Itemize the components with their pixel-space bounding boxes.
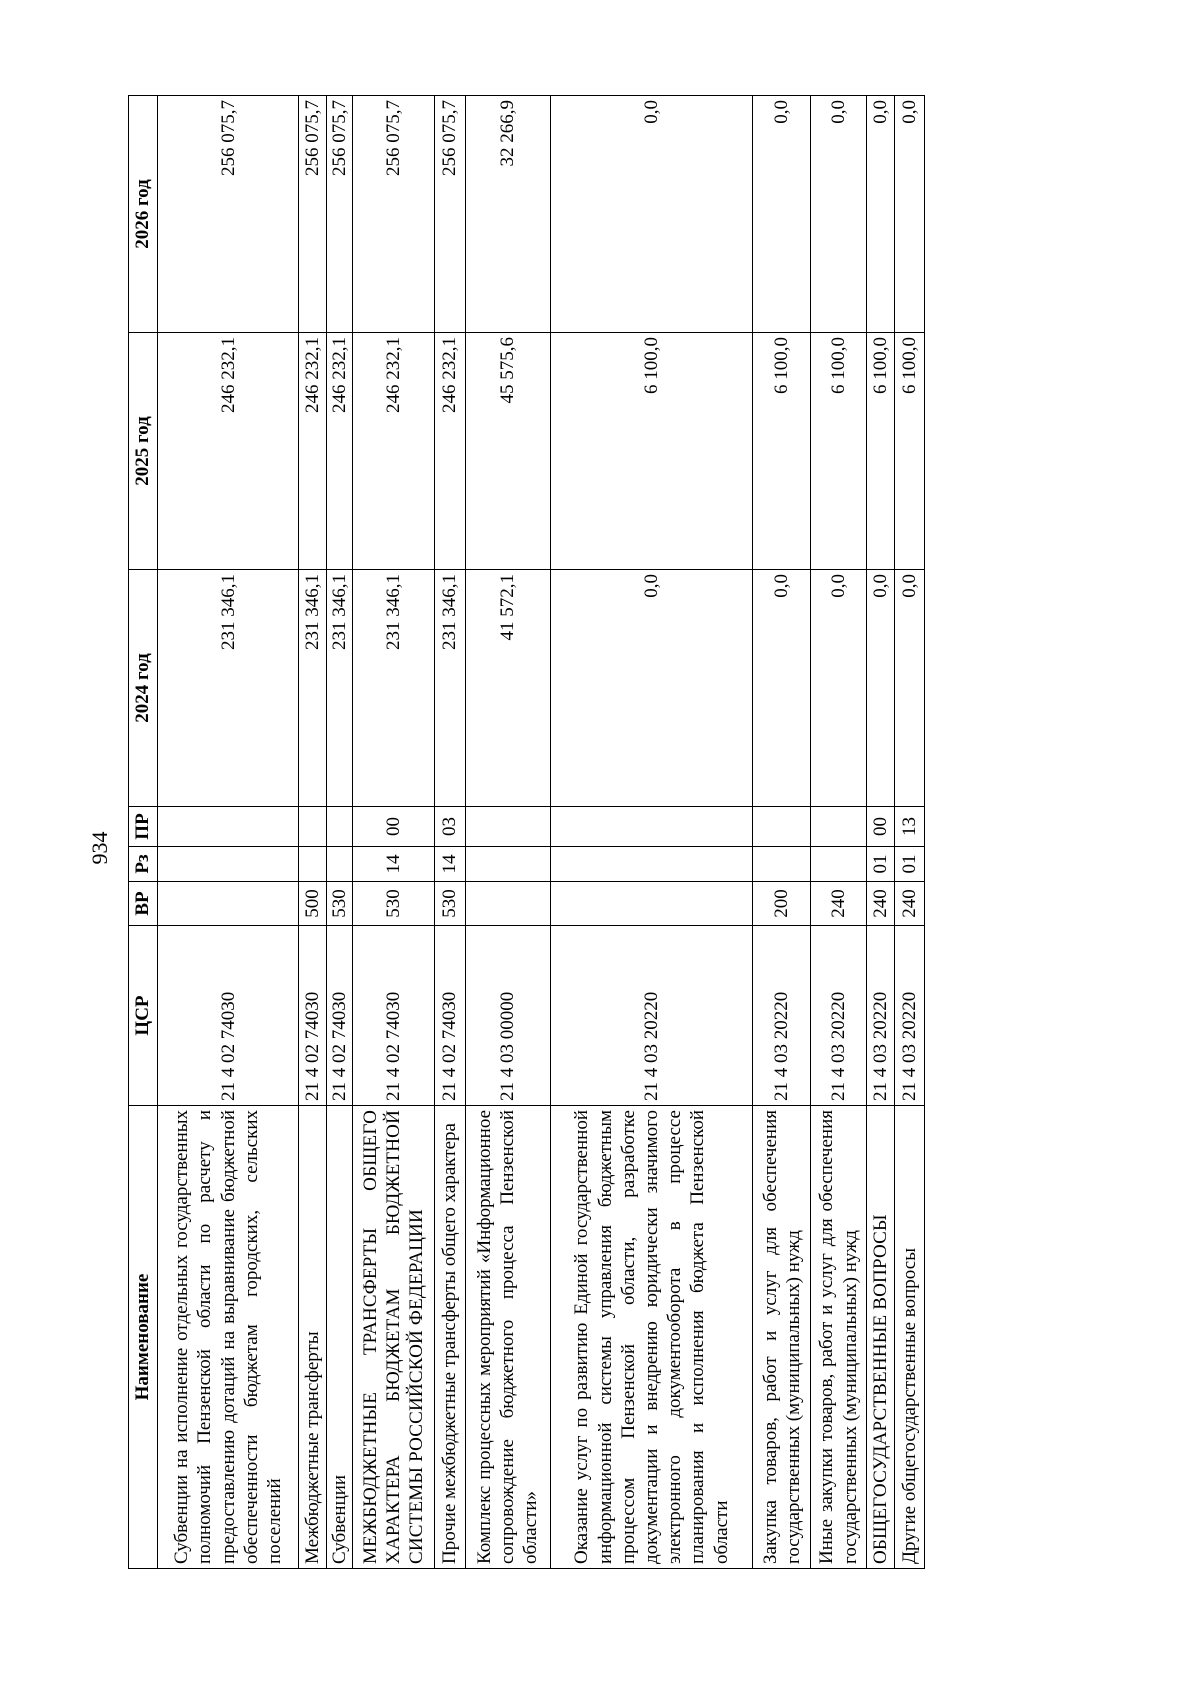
cell-name: Комплекс процессных мероприятий «Информационное сопровождение бюджетного процесса Пензенской области» bbox=[465, 1106, 550, 1569]
cell-2025: 45 575,6 bbox=[465, 333, 550, 570]
cell-pr: 13 bbox=[895, 807, 925, 847]
page-number: 934 bbox=[87, 831, 112, 865]
header-name: Наименование bbox=[129, 1106, 158, 1569]
table-row bbox=[811, 96, 867, 1569]
cell-2025: 246 232,1 bbox=[299, 333, 326, 570]
table-row bbox=[895, 96, 925, 1569]
header-csr: ЦСР bbox=[129, 926, 158, 1106]
cell-name: Межбюджетные трансферты bbox=[299, 1106, 326, 1569]
cell-2026: 256 075,7 bbox=[435, 96, 466, 333]
table-row bbox=[299, 96, 326, 1569]
cell-vr bbox=[158, 882, 299, 926]
cell-name: ОБЩЕГОСУДАРСТВЕННЫЕ ВОПРОСЫ bbox=[866, 1106, 894, 1569]
cell-name: МЕЖБЮДЖЕТНЫЕ ТРАНСФЕРТЫ ОБЩЕГО ХАРАКТЕРА БЮДЖЕТАМ БЮДЖЕТНОЙ СИСТЕМЫ РОССИЙСКОЙ ФЕДЕРАЦИИ bbox=[352, 1106, 434, 1569]
cell-2024: 0,0 bbox=[550, 570, 752, 807]
cell-rz: 14 bbox=[352, 847, 434, 882]
cell-pr bbox=[158, 807, 299, 847]
cell-csr: 21 4 03 20220 bbox=[753, 926, 811, 1106]
cell-vr: 240 bbox=[895, 882, 925, 926]
cell-csr: 21 4 03 20220 bbox=[550, 926, 752, 1106]
cell-rz: 01 bbox=[866, 847, 894, 882]
table-row bbox=[550, 96, 752, 1569]
cell-2024: 41 572,1 bbox=[465, 570, 550, 807]
cell-rz bbox=[299, 847, 326, 882]
cell-csr: 21 4 03 20220 bbox=[866, 926, 894, 1106]
cell-2024: 231 346,1 bbox=[435, 570, 466, 807]
cell-name: Субвенции bbox=[326, 1106, 352, 1569]
cell-csr: 21 4 03 20220 bbox=[895, 926, 925, 1106]
cell-2026: 0,0 bbox=[753, 96, 811, 333]
cell-vr bbox=[550, 882, 752, 926]
table-row bbox=[866, 96, 894, 1569]
cell-2026: 0,0 bbox=[895, 96, 925, 333]
table-header-row bbox=[129, 96, 158, 1569]
cell-vr: 200 bbox=[753, 882, 811, 926]
header-vr: ВР bbox=[129, 882, 158, 926]
cell-2025: 6 100,0 bbox=[550, 333, 752, 570]
table-row bbox=[158, 96, 299, 1569]
cell-csr: 21 4 03 00000 bbox=[465, 926, 550, 1106]
header-rz: Рз bbox=[129, 847, 158, 882]
cell-pr bbox=[326, 807, 352, 847]
cell-2026: 32 266,9 bbox=[465, 96, 550, 333]
cell-2024: 231 346,1 bbox=[352, 570, 434, 807]
cell-name: Прочие межбюджетные трансферты общего характера bbox=[435, 1106, 466, 1569]
budget-table-container bbox=[128, 96, 925, 1569]
cell-rz bbox=[550, 847, 752, 882]
header-pr: ПР bbox=[129, 807, 158, 847]
cell-name: Другие общегосударственные вопросы bbox=[895, 1106, 925, 1569]
cell-2024: 0,0 bbox=[866, 570, 894, 807]
cell-2026: 256 075,7 bbox=[352, 96, 434, 333]
header-2024: 2024 год bbox=[129, 570, 158, 807]
cell-2024: 0,0 bbox=[753, 570, 811, 807]
cell-pr bbox=[753, 807, 811, 847]
budget-table-rotated-frame bbox=[128, 96, 925, 1569]
cell-rz bbox=[465, 847, 550, 882]
cell-rz bbox=[158, 847, 299, 882]
budget-table bbox=[128, 95, 925, 1569]
cell-rz: 14 bbox=[435, 847, 466, 882]
cell-pr bbox=[811, 807, 867, 847]
table-row bbox=[435, 96, 466, 1569]
cell-vr: 500 bbox=[299, 882, 326, 926]
cell-vr: 530 bbox=[435, 882, 466, 926]
cell-csr: 21 4 03 20220 bbox=[811, 926, 867, 1106]
cell-2026: 256 075,7 bbox=[299, 96, 326, 333]
table-row bbox=[326, 96, 352, 1569]
cell-2025: 6 100,0 bbox=[895, 333, 925, 570]
cell-2025: 6 100,0 bbox=[753, 333, 811, 570]
cell-rz bbox=[753, 847, 811, 882]
cell-2024: 0,0 bbox=[811, 570, 867, 807]
cell-vr: 530 bbox=[326, 882, 352, 926]
cell-pr bbox=[550, 807, 752, 847]
cell-pr bbox=[299, 807, 326, 847]
cell-pr: 00 bbox=[352, 807, 434, 847]
cell-vr: 530 bbox=[352, 882, 434, 926]
cell-name: Оказание услуг по развитию Единой государственной информационной системы управления бюджетным процессом Пензенской области, разработке документации и внедрению юридически значимого электронного документооборота в процессе планирования и исполнения бюджета Пензенской области bbox=[550, 1106, 752, 1569]
cell-2024: 0,0 bbox=[895, 570, 925, 807]
cell-pr bbox=[465, 807, 550, 847]
cell-csr: 21 4 02 74030 bbox=[435, 926, 466, 1106]
cell-2026: 256 075,7 bbox=[326, 96, 352, 333]
cell-2025: 6 100,0 bbox=[866, 333, 894, 570]
cell-rz bbox=[326, 847, 352, 882]
cell-name: Иные закупки товаров, работ и услуг для обеспечения государственных (муниципальных) нужд bbox=[811, 1106, 867, 1569]
cell-2024: 231 346,1 bbox=[326, 570, 352, 807]
cell-2025: 246 232,1 bbox=[158, 333, 299, 570]
cell-2025: 246 232,1 bbox=[352, 333, 434, 570]
cell-2026: 0,0 bbox=[550, 96, 752, 333]
cell-csr: 21 4 02 74030 bbox=[326, 926, 352, 1106]
cell-vr: 240 bbox=[811, 882, 867, 926]
cell-2024: 231 346,1 bbox=[299, 570, 326, 807]
cell-pr: 00 bbox=[866, 807, 894, 847]
cell-csr: 21 4 02 74030 bbox=[299, 926, 326, 1106]
cell-csr: 21 4 02 74030 bbox=[158, 926, 299, 1106]
cell-2025: 246 232,1 bbox=[435, 333, 466, 570]
table-row bbox=[352, 96, 434, 1569]
table-row bbox=[753, 96, 811, 1569]
cell-2026: 256 075,7 bbox=[158, 96, 299, 333]
table-row bbox=[465, 96, 550, 1569]
header-2025: 2025 год bbox=[129, 333, 158, 570]
cell-rz: 01 bbox=[895, 847, 925, 882]
cell-name: Закупка товаров, работ и услуг для обеспечения государственных (муниципальных) нужд bbox=[753, 1106, 811, 1569]
cell-pr: 03 bbox=[435, 807, 466, 847]
cell-csr: 21 4 02 74030 bbox=[352, 926, 434, 1106]
cell-vr bbox=[465, 882, 550, 926]
cell-name: Субвенции на исполнение отдельных государственных полномочий Пензенской области по расчету и предоставлению дотаций на выравнивание бюджетной обеспеченности бюджетам городских, сельских поселений bbox=[158, 1106, 299, 1569]
cell-2026: 0,0 bbox=[811, 96, 867, 333]
cell-2024: 231 346,1 bbox=[158, 570, 299, 807]
cell-vr: 240 bbox=[866, 882, 894, 926]
cell-2026: 0,0 bbox=[866, 96, 894, 333]
cell-2025: 246 232,1 bbox=[326, 333, 352, 570]
cell-rz bbox=[811, 847, 867, 882]
header-2026: 2026 год bbox=[129, 96, 158, 333]
cell-2025: 6 100,0 bbox=[811, 333, 867, 570]
